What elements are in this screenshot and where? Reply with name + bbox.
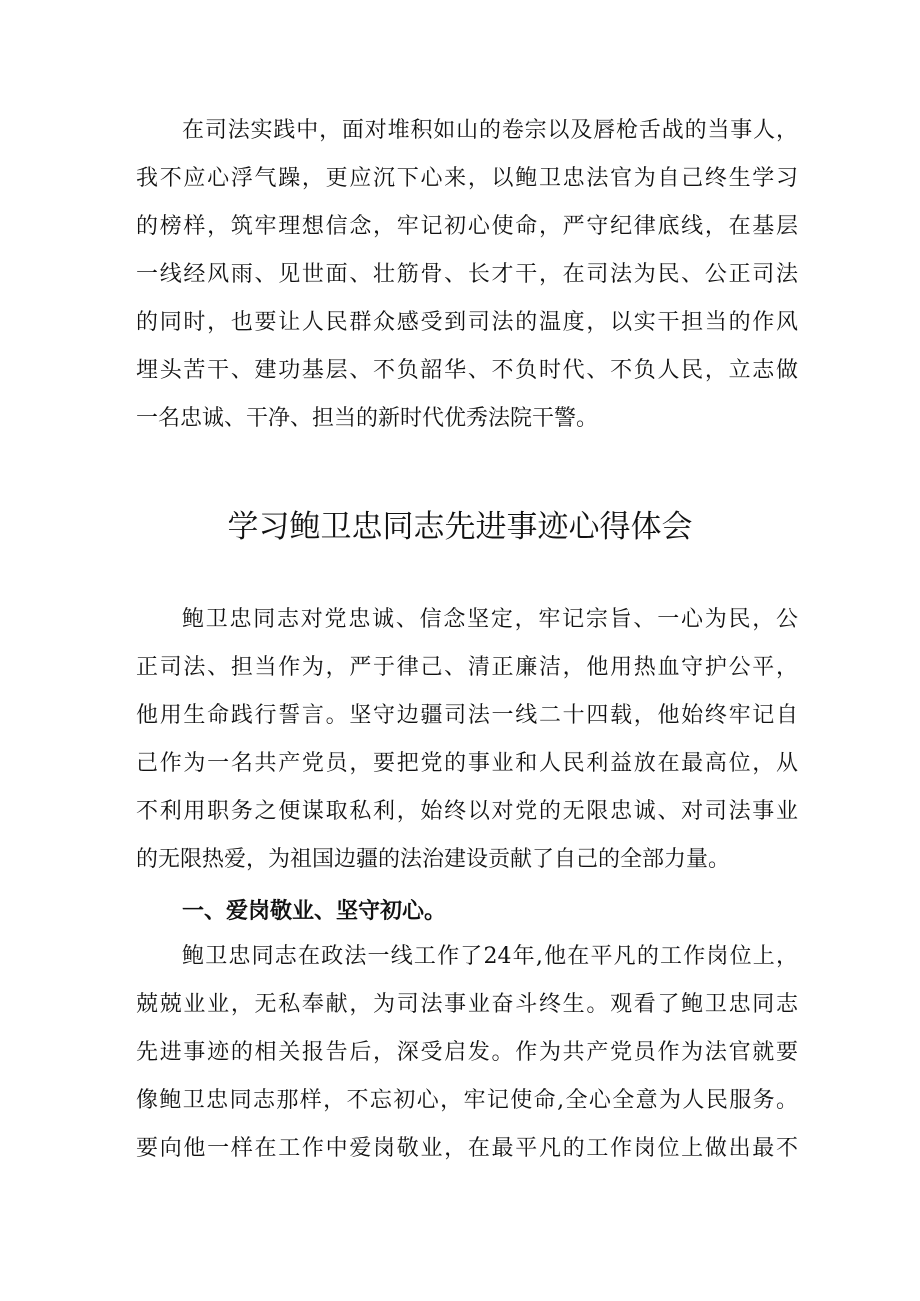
paragraph-line: 兢兢业业，无私奉献，为司法事业奋斗终生。观看了鲍卫忠同志	[136, 992, 798, 1017]
paragraph-line: 不利用职务之便谋取私利，始终以对党的无限忠诚、对司法事业	[136, 799, 798, 824]
paragraph-line: 的同时，也要让人民群众感受到司法的温度，以实干担当的作风	[136, 310, 798, 335]
paragraph-line: 先进事迹的相关报告后，深受启发。作为共产党员作为法官就要	[136, 1040, 798, 1065]
paragraph-line: 鲍卫忠同志对党忠诚、信念坚定，牢记宗旨、一心为民，公	[182, 607, 798, 632]
paragraph-line: 在司法实践中，面对堆积如山的卷宗以及唇枪舌战的当事人，	[182, 118, 798, 143]
paragraph-line: 己作为一名共产党员，要把党的事业和人民利益放在最高位，从	[136, 751, 798, 776]
paragraph-line: 他用生命践行誓言。坚守边疆司法一线二十四载，他始终牢记自	[136, 703, 798, 728]
paragraph-line: 要向他一样在工作中爱岗敬业，在最平凡的工作岗位上做出最不	[136, 1136, 798, 1161]
paragraph-line: 我不应心浮气躁，更应沉下心来，以鲍卫忠法官为自己终生学习	[136, 166, 798, 191]
document-title: 学习鲍卫忠同志先进事迹心得体会	[227, 509, 693, 545]
paragraph-line: 的无限热爱，为祖国边疆的法治建设贡献了自己的全部力量。	[136, 847, 731, 872]
paragraph-line: 正司法、担当作为，严于律己、清正廉洁，他用热血守护公平，	[136, 655, 798, 680]
paragraph-line: 的榜样，筑牢理想信念，牢记初心使命，严守纪律底线，在基层	[136, 214, 798, 239]
section-heading: 一、爱岗敬业、坚守初心。	[182, 899, 447, 924]
paragraph-line: 一线经风雨、见世面、壮筋骨、长才干，在司法为民、公正司法	[136, 262, 798, 287]
paragraph-line: 像鲍卫忠同志那样，不忘初心，牢记使命,全心全意为人民服务。	[136, 1088, 798, 1113]
paragraph-line: 鲍卫忠同志在政法一线工作了24年,他在平凡的工作岗位上，	[182, 944, 798, 969]
paragraph-line: 一名忠诚、干净、担当的新时代优秀法院干警。	[136, 406, 599, 431]
paragraph-line: 埋头苦干、建功基层、不负韶华、不负时代、不负人民，立志做	[136, 358, 798, 383]
